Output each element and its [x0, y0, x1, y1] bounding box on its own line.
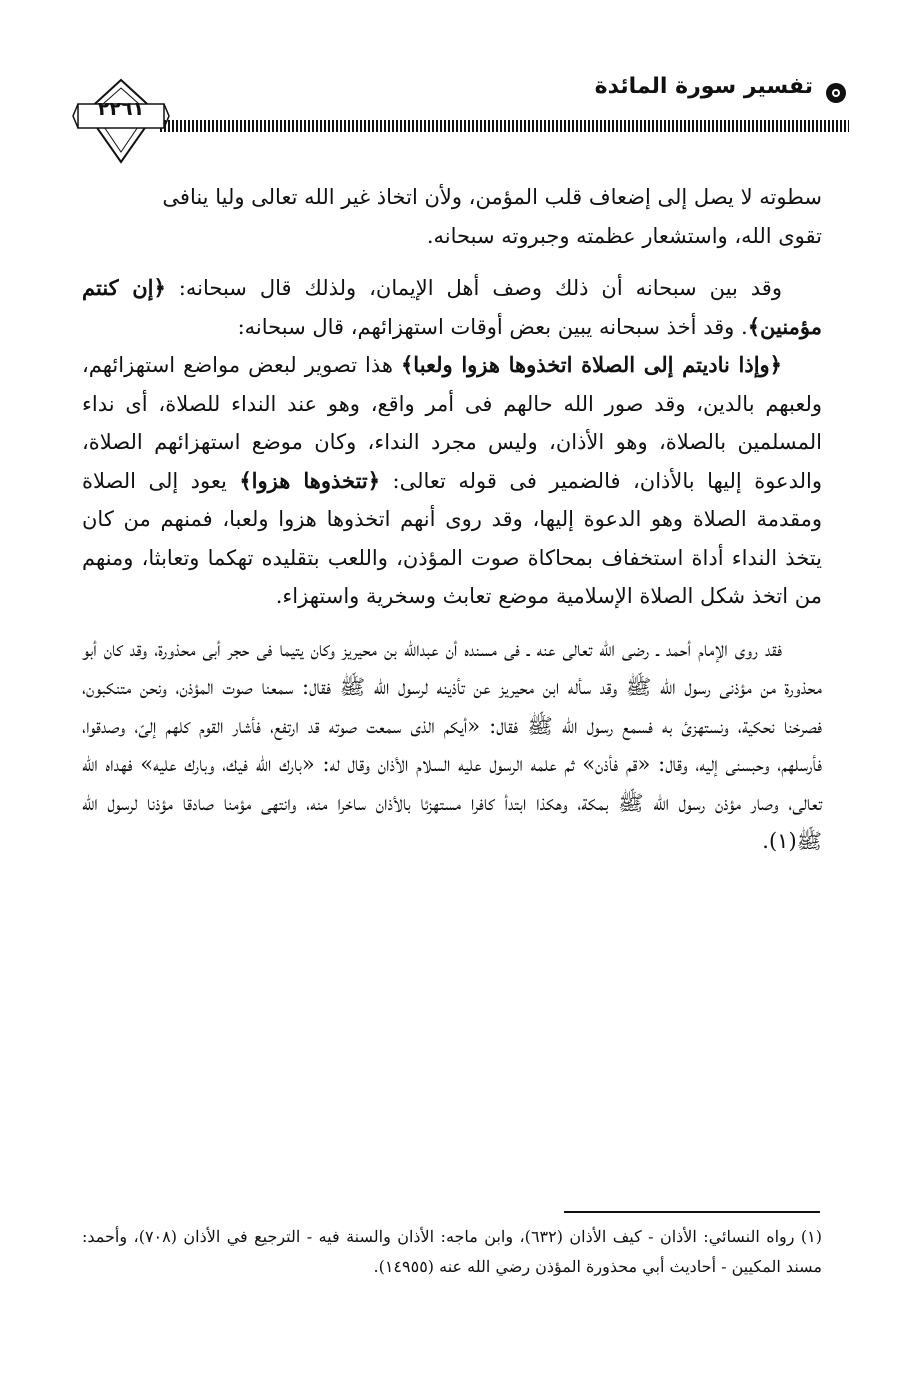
- paragraph-2: [82, 269, 822, 346]
- header-rule: [160, 120, 849, 132]
- page-number: ٢٢٦١: [97, 98, 145, 120]
- footnote-text: (١) رواه النسائي: الأذان - كيف الأذان (٦٣٢)، وابن ماجه: الأذان والسنة فيه - الترجيع في الأذان (٧٠٨)، وأحمد: مسند المكيين - أحاديث أبي محذورة المؤذن رضي الله عنه (١٤٩٥٥).: [82, 1227, 823, 1276]
- ornament-icon: [823, 80, 849, 106]
- running-header-title: تفسير سورة المائدة: [594, 74, 813, 99]
- paragraph-3: [82, 346, 822, 616]
- paragraph-3-text-a: هذا تصوير لبعض مواضع استهزائهم، ولعبهم بالدين، وقد صور الله حالهم فى أمر واقع، وهو عند النداء للصلاة، أى نداء المسلمين بالصلاة، وهو الأذان، وليس مجرد النداء، وكان موضع استهزائهم الصلاة، والدعوة إليها بالأذان، فالضمير فى قوله تعالى:: [82, 353, 822, 493]
- paragraph-1: [82, 178, 822, 255]
- paragraph-3-text-b: يعود إلى الصلاة ومقدمة الصلاة وهو الدعوة إليها، وقد روى أنهم اتخذوها هزوا ولعبا، فمنهم من كان يتخذ النداء أداة استخفاف بمحاكاة صوت المؤذن، واللعب بتقليده تهكما وتعابثا، ومنهم من اتخذ شكل الصلاة الإسلامية موضع تعابث وسخرية واستهزاء.: [82, 468, 822, 608]
- diamond-badge-icon: [72, 78, 170, 164]
- paragraph-2-text-b: . وقد أخذ سبحانه يبين بعض أوقات استهزائهم، قال سبحانه:: [237, 314, 748, 339]
- footnote-rule: [564, 1211, 820, 1213]
- quran-quote: ﴿إن كنتم مؤمنين﴾: [82, 275, 822, 339]
- paragraph-2-text-a: وقد بين سبحانه أن ذلك وصف أهل الإيمان، ولذلك قال سبحانه:: [165, 276, 782, 300]
- quran-quote: ﴿وإذا ناديتم إلى الصلاة اتخذوها هزوا ولعبا﴾: [400, 352, 782, 377]
- paragraph-1-line-1: سطوته لا يصل إلى إضعاف قلب المؤمن، ولأن اتخاذ غير الله تعالى وليا ينافى: [162, 185, 822, 209]
- quran-quote: ﴿تتخذوها هزوا﴾: [239, 467, 381, 493]
- footnote: [82, 1222, 822, 1282]
- paragraph-1-line-2: تقوى الله، واستشعار عظمته وجبروته سبحانه.: [426, 223, 822, 248]
- paragraph-4: فقد روى الإمام أحمد ـ رضى الله تعالى عنه ـ فى مسنده أن عبدالله بن محيريز وكان يتيما فى حجر أبى محذورة، وقد كان أبو محذورة من مؤذنى رسول الله ﷺ وقد سأله ابن محيريز عن تأذينه لرسول الله ﷺ فقال: سمعنا صوت المؤذن، ونحن متنكبون، فصرخنا نحكية، ونستهزئ به فسمع رسول الله ﷺ فقال: «أيكم الذى سمعت صوته قد ارتفع، فأشار القوم كلهم إلىّ، وصدقوا، فأرسلهم، وحبسنى إليه، وقال: «قم فأذن» ثم علمه الرسول عليه السلام الأذان وقال له: «بارك الله فيك، وبارك عليه» فهداه الله تعالى، وصار مؤذن رسول الله ﷺ بمكة، وهكذا ابتدأ كافرا مستهزئا بالأذان ساخرا منه، وانتهى مؤمنا صادقا مؤذنا لرسول الله ﷺ(١).: [82, 636, 822, 853]
- body-text: [82, 178, 822, 861]
